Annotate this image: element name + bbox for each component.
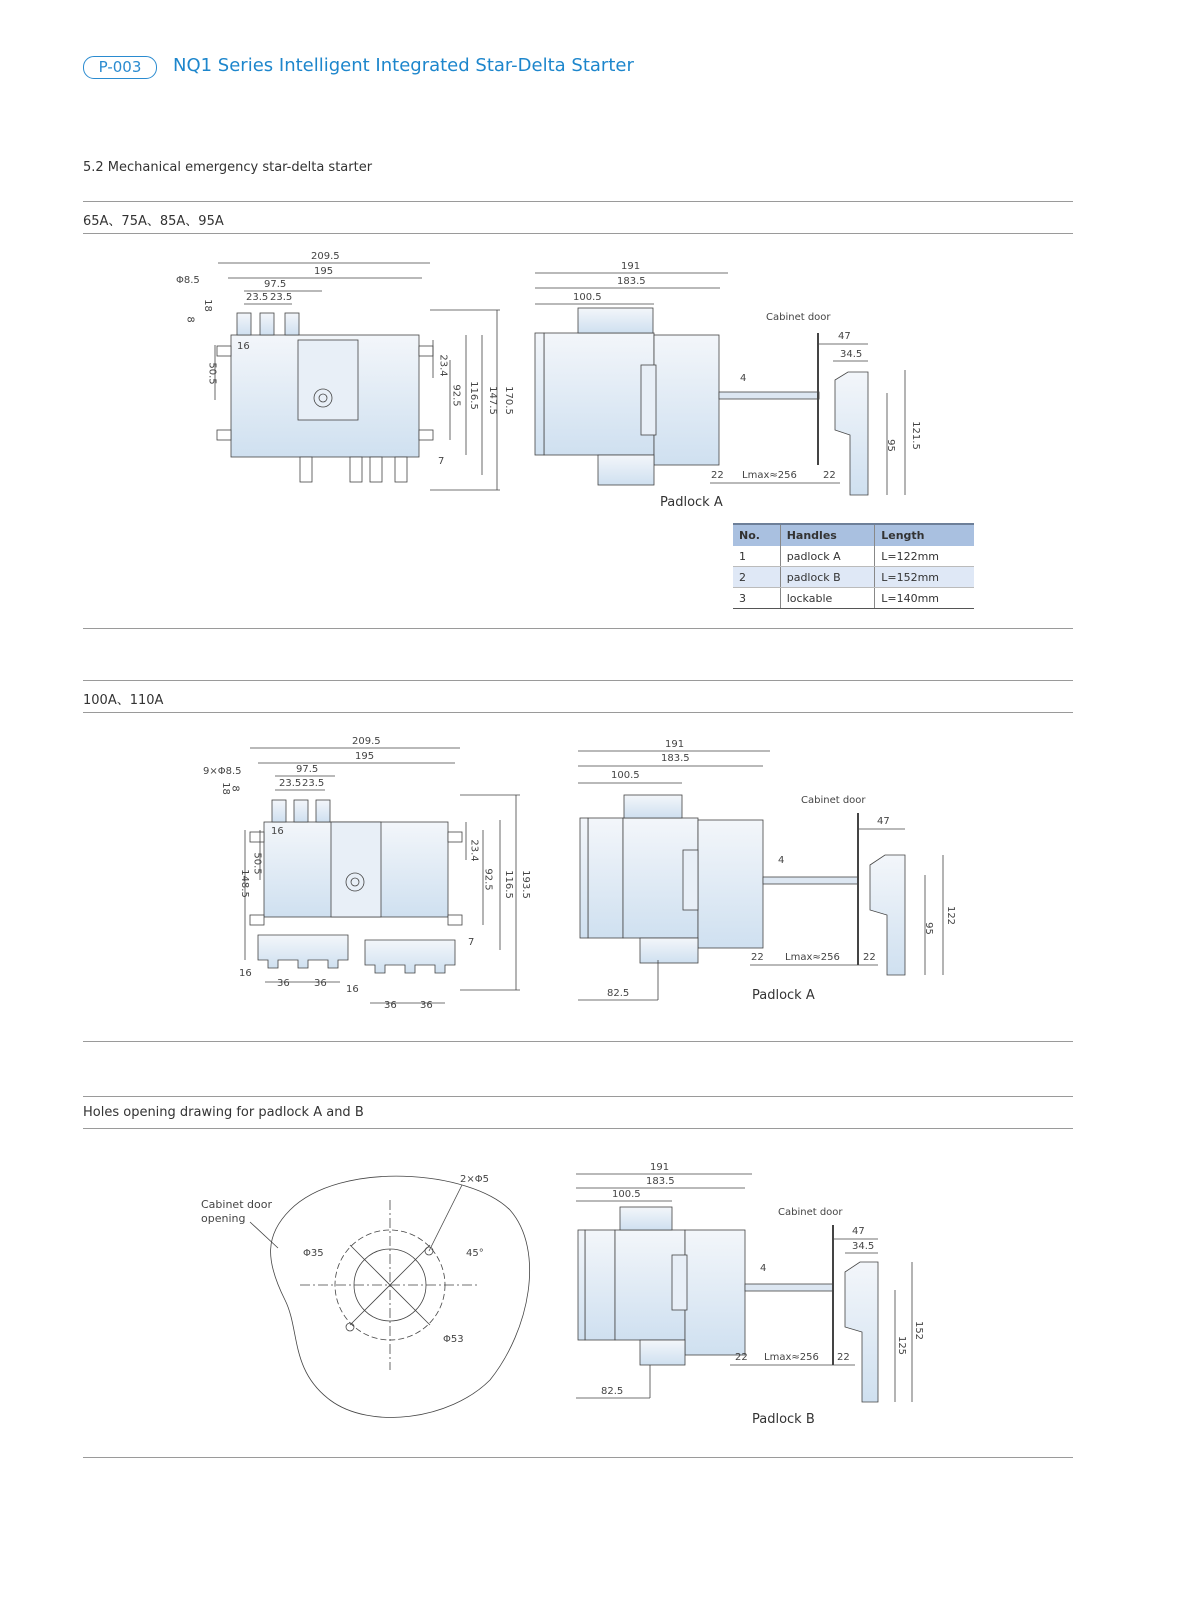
column-header: Handles [780,524,875,546]
dimension-label: 116.5 [502,870,514,899]
door-hole-opening-drawing [250,1176,530,1417]
dimension-label: 36 [420,1000,433,1011]
cell-no: 2 [733,567,780,588]
page-code-badge: P-003 [83,56,157,79]
dimension-label: 8 [229,785,241,792]
dimension-label: 195 [314,266,334,277]
dimension-label: 47 [838,331,851,342]
group-label-100-110a: 100A、110A [83,693,164,708]
dimension-label: 92.5 [450,384,462,407]
dimension-label: 23.5 [279,778,302,789]
dimension-label: 92.5 [482,868,494,891]
dimension-label: 22 [711,470,724,481]
dimension-label: 7 [438,456,445,467]
dimension-label: 50.5 [251,852,263,875]
dimension-label: 47 [852,1226,865,1237]
side-view-padlock-b [576,1174,912,1402]
dimension-label: 82.5 [607,988,630,999]
dimension-label: 50.5 [206,362,218,385]
cell-no: 3 [733,588,780,609]
dimension-label: Lmax≈256 [764,1352,819,1363]
dimension-label: 121.5 [909,421,921,450]
dimension-label: 16 [271,826,284,837]
dimension-label: 116.5 [467,381,479,410]
dimension-label: 36 [314,978,327,989]
dimension-label: 16 [237,341,250,352]
dimension-label: 125 [896,1335,908,1356]
dimension-label: 23.5 [302,778,325,789]
dimension-label: 209.5 [352,736,381,747]
dimension-label: 95 [884,439,896,452]
dimension-label: 97.5 [264,279,287,290]
dimension-label: 23.4 [468,839,480,862]
dimension-label: 191 [621,261,641,272]
dimension-label: 34.5 [840,349,863,360]
dimension-label: 183.5 [617,276,646,287]
column-header: Length [875,524,974,546]
side-view-65-95a [535,273,905,495]
dimension-label: 22 [863,952,876,963]
dimension-label: 47 [877,816,890,827]
dimension-label: 22 [823,470,836,481]
dimension-label: Cabinet door [778,1207,843,1218]
dimension-label: 170.5 [502,386,514,415]
dimension-label: 191 [665,739,685,750]
table-row [733,567,974,588]
dimension-label: Lmax≈256 [785,952,840,963]
dimension-label: 100.5 [611,770,640,781]
drawing-caption: Padlock A [660,495,723,510]
dimension-label: Φ35 [303,1248,324,1259]
drawing-caption: Padlock B [752,1412,815,1427]
group-label-65-95a: 65A、75A、85A、95A [83,214,224,229]
dimension-label: 34.5 [852,1241,875,1252]
dimension-label: 18 [219,782,231,795]
dimension-label: 2×Φ5 [460,1174,489,1185]
cell-no: 1 [733,546,780,567]
dimension-label: 16 [346,984,359,995]
dimension-label: 36 [384,1000,397,1011]
page-title: NQ1 Series Intelligent Integrated Star-Delta Starter [173,55,634,76]
dimension-label: 148.5 [238,869,250,898]
group-label-holes: Holes opening drawing for padlock A and B [83,1105,364,1120]
cell-length: L=152mm [875,567,974,588]
dimension-label: 4 [740,373,747,384]
dimension-label: Cabinet door [766,312,831,323]
dimension-label: 16 [239,968,252,979]
handles-table [733,523,974,609]
dimension-label: 18 [201,299,213,312]
dimension-label: 23.5 [246,292,269,303]
cell-handle: padlock A [780,546,875,567]
section-title: 5.2 Mechanical emergency star-delta starter [83,160,373,175]
drawing-caption: Padlock A [752,988,815,1003]
table-row [733,546,974,567]
dimension-label: 147.5 [486,386,498,415]
dimension-label: 122 [945,905,957,926]
dimension-label: opening [201,1212,246,1225]
dimension-label: 4 [760,1263,767,1274]
dimension-label: 22 [735,1352,748,1363]
dimension-label: 193.5 [519,870,531,899]
dimension-label: 23.5 [270,292,293,303]
dimension-label: 45° [466,1248,484,1259]
dimension-label: 7 [468,937,475,948]
table-row [733,588,974,609]
dimension-label: Φ53 [443,1334,464,1345]
cell-handle: lockable [780,588,875,609]
dimension-label: 209.5 [311,251,340,262]
dimension-label: Lmax≈256 [742,470,797,481]
dimension-label: 22 [837,1352,850,1363]
table-header-row [733,524,974,546]
dimension-label: 23.4 [437,354,449,377]
dimension-label: 97.5 [296,764,319,775]
dimension-label: 4 [778,855,785,866]
dimension-label: 9×Φ8.5 [203,766,242,777]
cell-length: L=140mm [875,588,974,609]
dimension-label: 36 [277,978,290,989]
dimension-label: 8 [184,316,196,323]
dimension-label: Cabinet door [801,795,866,806]
dimension-label: Cabinet door [201,1198,272,1211]
dimension-label: 100.5 [573,292,602,303]
dimension-label: 195 [355,751,375,762]
dimension-label: 152 [913,1320,925,1341]
dimension-label: 183.5 [646,1176,675,1187]
dimension-label: 22 [751,952,764,963]
dimension-label: 95 [922,922,934,935]
dimension-label: 191 [650,1162,670,1173]
column-header: No. [733,524,780,546]
cell-length: L=122mm [875,546,974,567]
cell-handle: padlock B [780,567,875,588]
dimension-label: 183.5 [661,753,690,764]
dimension-label: 82.5 [601,1386,624,1397]
dimension-label: Φ8.5 [176,275,200,286]
dimension-label: 100.5 [612,1189,641,1200]
